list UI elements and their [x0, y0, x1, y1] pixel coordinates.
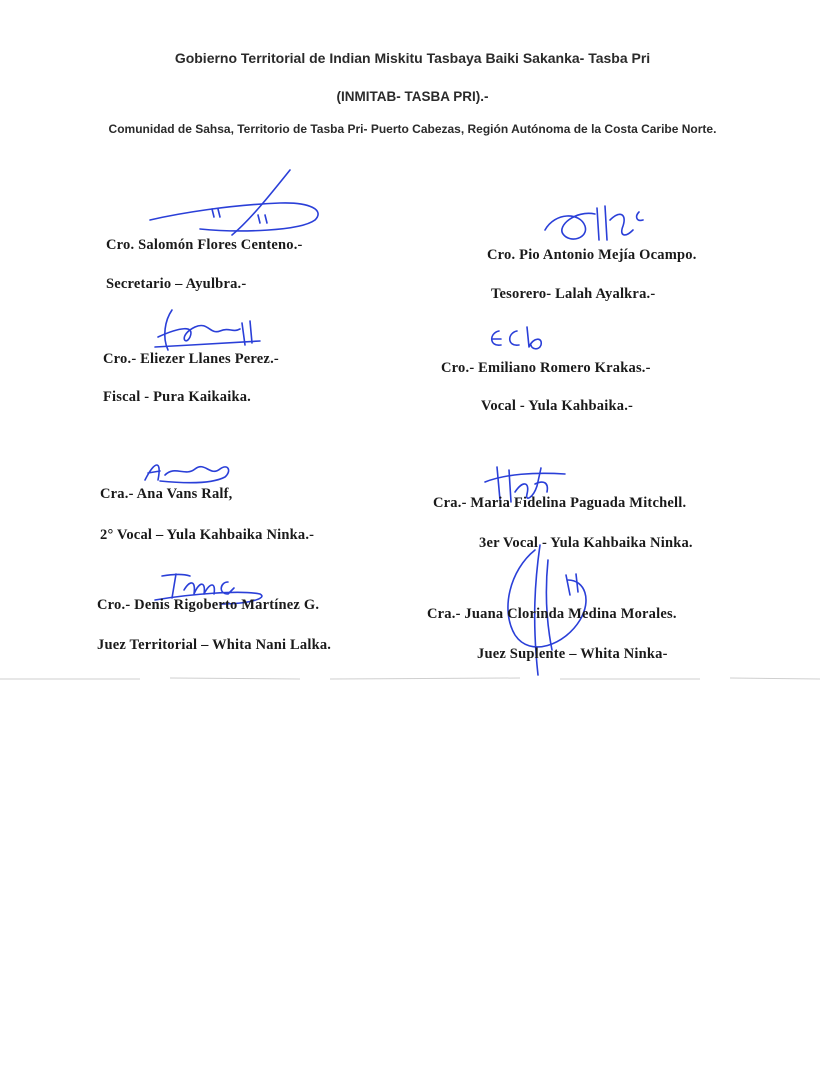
member-role-eliezer: Fiscal - Pura Kaikaika. [103, 389, 251, 405]
member-role-denis: Juez Territorial – Whita Nani Lalka. [97, 637, 332, 653]
member-role-juana: Juez Suplente – Whita Ninka- [477, 646, 668, 662]
member-name-salomon: Cro. Salomón Flores Centeno.- [106, 237, 303, 253]
member-role-emiliano: Vocal - Yula Kahbaika.- [481, 398, 634, 414]
signature-emiliano [485, 323, 555, 358]
member-role-maria: 3er Vocal - Yula Kahbaika Ninka. [479, 535, 693, 551]
signature-salomon [140, 165, 330, 240]
scan-artifact-line [0, 676, 825, 682]
document-title: Gobierno Territorial de Indian Miskitu Tasbaya Baiki Sakanka- Tasba Pri [174, 50, 651, 66]
community-address: Comunidad de Sahsa, Territorio de Tasba Pri- Puerto Cabezas, Región Autónoma de la Costa Caribe Norte. [108, 122, 717, 136]
member-name-emiliano: Cro.- Emiliano Romero Krakas.- [441, 360, 651, 376]
member-name-eliezer: Cro.- Eliezer Llanes Perez.- [103, 351, 279, 367]
member-name-ana: Cra.- Ana Vans Ralf, [100, 486, 233, 502]
document-subtitle: (INMITAB- TASBA PRI).- [336, 89, 489, 104]
member-role-ana: 2° Vocal – Yula Kahbaika Ninka.- [100, 527, 315, 543]
member-name-pio: Cro. Pio Antonio Mejía Ocampo. [487, 247, 697, 263]
member-name-maria: Cra.- Maria Fidelina Paguada Mitchell. [433, 495, 687, 511]
member-name-denis: Cro.- Denis Rigoberto Martínez G. [97, 597, 320, 613]
member-role-pio: Tesorero- Lalah Ayalkra.- [491, 286, 656, 302]
member-role-salomon: Secretario – Ayulbra.- [106, 276, 247, 292]
signature-ana [140, 455, 235, 490]
member-name-juana: Cra.- Juana Clorinda Medina Morales. [427, 606, 677, 622]
